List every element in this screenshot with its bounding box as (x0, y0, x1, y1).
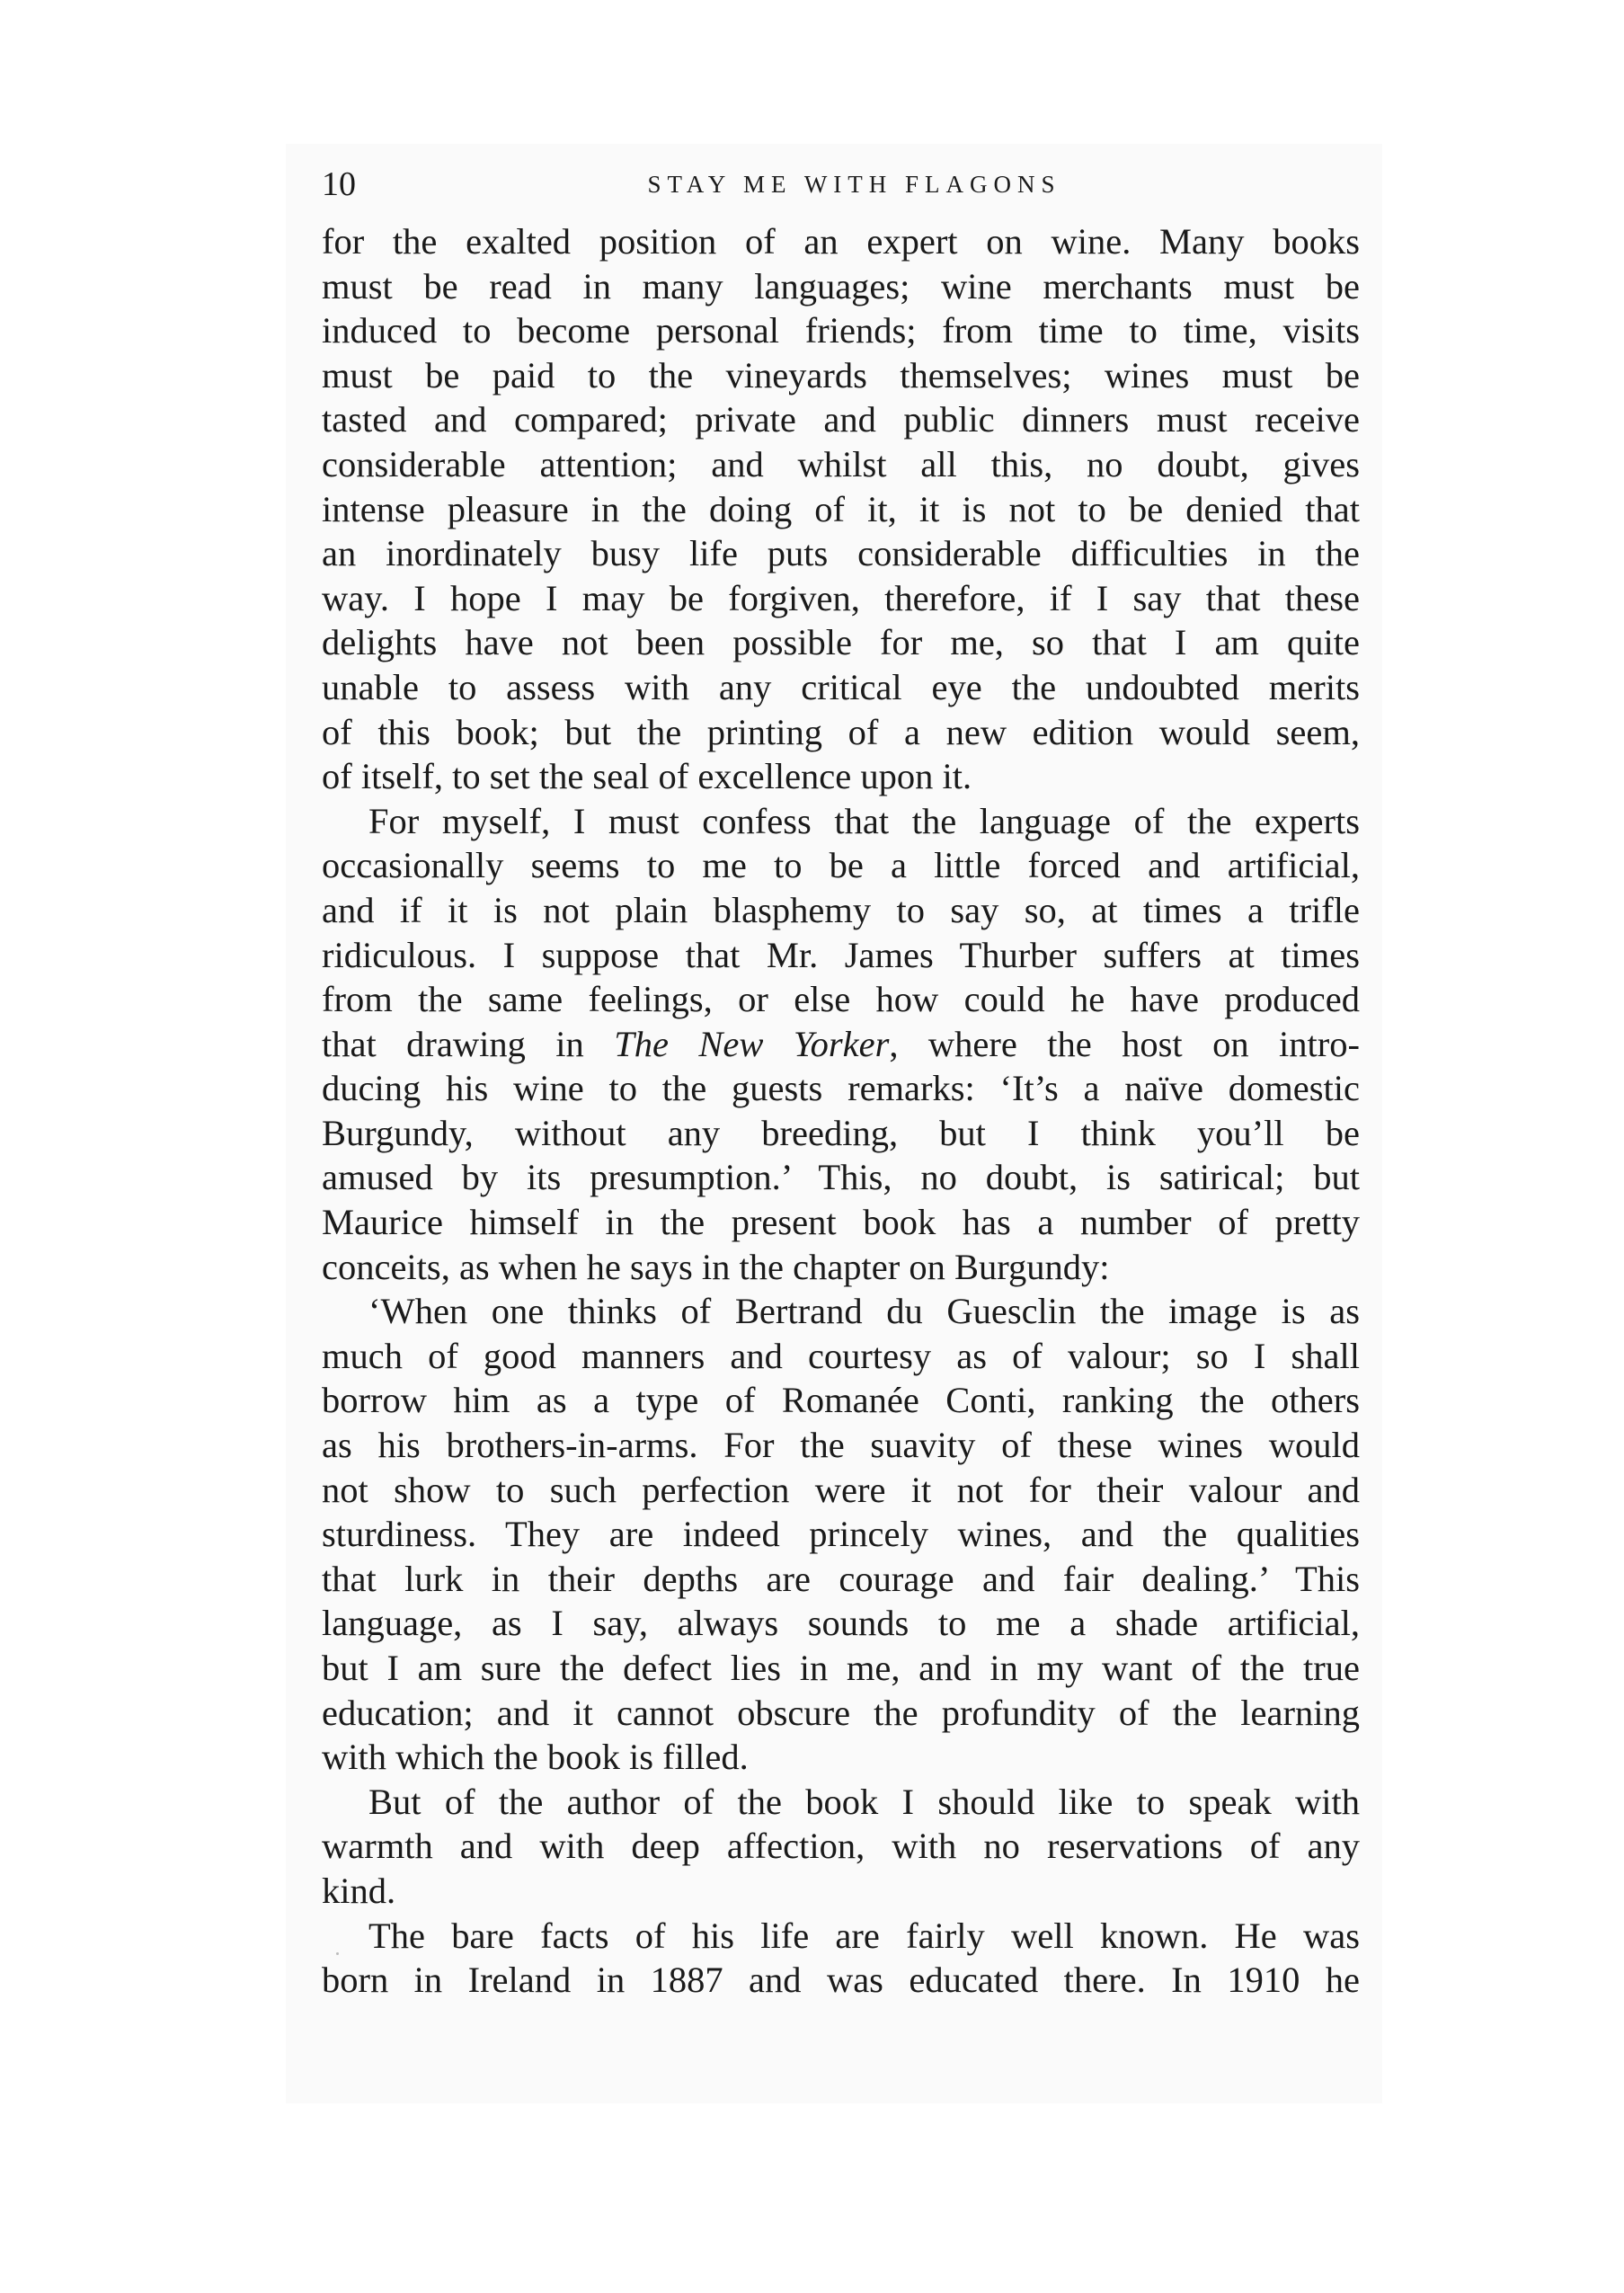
text-line: that lurk in their depths are courage and fair dealing.’ This (322, 1558, 1360, 1599)
text-line: warmth and with deep affection, with no reservations of any (322, 1826, 1360, 1867)
text-line: from the same feelings, or else how could he have produced (322, 979, 1360, 1020)
text-line: ducing his wine to the guests remarks: ‘It’s a naïve domestic (322, 1068, 1360, 1109)
text-line: induced to become personal friends; from time to time, visits (322, 310, 1360, 351)
text-line: of this book; but the printing of a new edition would seem, (322, 711, 1360, 752)
page-number: 10 (322, 165, 356, 203)
text-line: ridiculous. I suppose that Mr. James Thurber suffers at times (322, 934, 1360, 975)
paragraph-4 (322, 1780, 1360, 1914)
text-line: way. I hope I may be forgiven, therefore, if I say that these (322, 577, 1360, 618)
running-title: STAY ME WITH FLAGONS (647, 171, 1061, 198)
text-line: For myself, I must confess that the language of the experts (368, 800, 1360, 841)
text-line: born in Ireland in 1887 and was educated there. In 1910 he (322, 1960, 1360, 2001)
text-segment: , where the host on intro- (889, 1023, 1360, 1064)
text-line: tasted and compared; private and public dinners must receive (322, 399, 1360, 440)
text-line: Burgundy, without any breeding, but I think you’ll be (322, 1112, 1360, 1153)
text-line: education; and it cannot obscure the profundity of the learning (322, 1692, 1360, 1733)
paragraph-1 (322, 219, 1360, 799)
text-line: Maurice himself in the present book has a number of pretty (322, 1202, 1360, 1243)
text-line: borrow him as a type of Romanée Conti, ranking the others (322, 1380, 1360, 1421)
text-line: considerable attention; and whilst all this, no doubt, gives (322, 443, 1360, 484)
paragraph-2 (322, 799, 1360, 1290)
text-line: an inordinately busy life puts considerable difficulties in the (322, 533, 1360, 574)
text-line: but I am sure the defect lies in me, and in my want of the true (322, 1648, 1360, 1688)
text-line: amused by its presumption.’ This, no doubt, is satirical; but (322, 1157, 1360, 1198)
paragraph-3 (322, 1289, 1360, 1780)
text-line: The bare facts of his life are fairly well known. He was (368, 1915, 1360, 1956)
text-line: sturdiness. They are indeed princely wines, and the qualities (322, 1514, 1360, 1555)
text-line: as his brothers-in-arms. For the suavity of these wines would (322, 1425, 1360, 1466)
text-line: intense pleasure in the doing of it, it is not to be denied that (322, 488, 1360, 529)
text-line: delights have not been possible for me, so that I am quite (322, 622, 1360, 663)
text-line: of itself, to set the seal of excellence upon it. (322, 756, 972, 797)
running-head (322, 162, 1360, 207)
text-line: kind. (322, 1870, 396, 1911)
text-line: ‘When one thinks of Bertrand du Guesclin the image is as (368, 1291, 1360, 1332)
text-line: unable to assess with any critical eye the undoubted merits (322, 666, 1360, 707)
text-line: for the exalted position of an expert on wine. Many books (322, 221, 1360, 262)
text-line: much of good manners and courtesy as of valour; so I shall (322, 1335, 1360, 1376)
text-line: with which the book is filled. (322, 1737, 749, 1778)
text-line: must be read in many languages; wine merchants must be (322, 265, 1360, 307)
text-line: and if it is not plain blasphemy to say so, at times a trifle (322, 889, 1360, 930)
text-line-with-italic (322, 1022, 1360, 1067)
text-line: not show to such perfection were it not for their valour and (322, 1469, 1360, 1510)
text-line: must be paid to the vineyards themselves; wines must be (322, 354, 1360, 395)
paragraph-5 (322, 1914, 1360, 2003)
text-line: occasionally seems to me to be a little forced and artificial, (322, 845, 1360, 886)
text-segment: that drawing in (322, 1023, 615, 1064)
text-line: But of the author of the book I should like to speak with (368, 1781, 1360, 1822)
body-text (322, 219, 1360, 2003)
text-line: language, as I say, always sounds to me a shade artificial, (322, 1603, 1360, 1644)
magazine-title: The New Yorker (614, 1023, 890, 1064)
text-line: conceits, as when he says in the chapter on Burgundy: (322, 1246, 1110, 1287)
scan-speck (336, 1952, 339, 1955)
